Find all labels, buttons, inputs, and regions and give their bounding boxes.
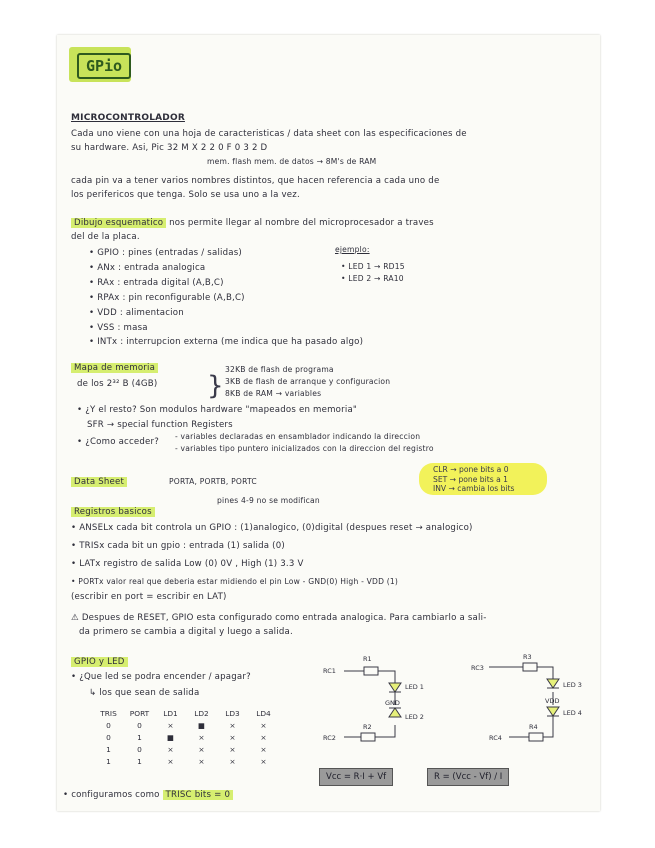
led-truth-table — [93, 707, 279, 767]
micro-line-5: los perifericos que tenga. Solo se usa uno a la vez. — [71, 190, 300, 200]
circuit-label: VDD — [545, 697, 560, 705]
esquema-item: • VDD : alimentacion — [89, 308, 184, 318]
micro-line-2: su hardware. Asi, Pic 32 M X 2 2 0 F 0 3 2 D — [71, 143, 268, 153]
circuit-label: R4 — [529, 723, 538, 731]
section-heading-registros: Registros basicos — [71, 507, 155, 517]
mapa-range: 8KB de RAM → variables — [225, 389, 322, 398]
micro-line-1: Cada uno viene con una hoja de caracteristicas / data sheet con las especificaciones de — [71, 129, 467, 139]
registro-item: • PORTx valor real que deberia estar midiendo el pin Low - GND(0) High - VDD (1) — [71, 577, 399, 586]
micro-line-3: mem. flash mem. de datos → 8M's de RAM — [207, 157, 377, 166]
table-header-row — [93, 707, 279, 719]
table-cell: × — [198, 744, 205, 754]
table-cell: 1 — [137, 756, 142, 766]
mapa-heading-row — [71, 363, 158, 373]
section-heading-esquema: Dibujo esquematico — [71, 218, 166, 228]
formula-r: R = (Vcc - Vf) / I — [427, 768, 509, 786]
registros-note-2: (escribir en port = escribir en LAT) — [71, 592, 227, 602]
esquema-item: • ANx : entrada analogica — [89, 263, 206, 273]
esquema-intro-row — [71, 218, 434, 228]
mapa-sfr: SFR → special function Registers — [87, 420, 233, 430]
circuit-label: GND — [385, 699, 400, 707]
registro-item: • LATx registro de salida Low (0) 0V , High (1) 3.3 V — [71, 559, 304, 569]
table-header: LD1 — [163, 708, 178, 718]
esquema-intro-2: del de la placa. — [71, 232, 140, 242]
table-cell: × — [167, 720, 174, 730]
table-row — [93, 719, 279, 731]
registros-note: pines 4-9 no se modifican — [217, 496, 320, 505]
inv-note: INV → cambia los bits — [433, 484, 515, 493]
table-header: LD3 — [225, 708, 240, 718]
circuit-label: LED 3 — [563, 681, 582, 689]
table-cell: ■ — [167, 732, 174, 742]
circuit-label: RC1 — [323, 667, 336, 675]
led-circuit-diagram — [319, 647, 589, 747]
table-header: LD2 — [194, 708, 209, 718]
table-cell: × — [229, 732, 236, 742]
section-heading-datasheet: Data Sheet — [71, 477, 127, 487]
brace-glyph: } — [207, 371, 224, 401]
config-row — [63, 790, 233, 800]
table-cell: × — [167, 756, 174, 766]
mapa-q2b: - variables tipo puntero inicializados con la direccion del registro — [175, 444, 434, 453]
table-header: PORT — [129, 708, 150, 718]
table-cell: × — [260, 756, 267, 766]
registro-item: • ANSELx cada bit controla un GPIO : (1)analogico, (0)digital (despues reset → analogico) — [71, 523, 473, 533]
esquema-item: • RPAx : pin reconfigurable (A,B,C) — [89, 293, 245, 303]
table-cell: × — [198, 732, 205, 742]
circuit-label: R2 — [363, 723, 372, 731]
config-highlight: TRISC bits = 0 — [163, 790, 234, 800]
mapa-range: 3KB de flash de arranque y configuracion — [225, 377, 391, 386]
set-note: SET → pone bits a 1 — [433, 474, 508, 484]
section-heading-micro: MICROCONTROLADOR — [71, 113, 185, 123]
clr-note: CLR → pone bits a 0 — [433, 465, 509, 474]
esquema-item: • GPIO : pines (entradas / salidas) — [89, 248, 242, 258]
notebook-page — [57, 35, 600, 811]
circuit-label: LED 2 — [405, 713, 424, 721]
table-cell: × — [167, 744, 174, 754]
section-heading-mapa: Mapa de memoria — [71, 363, 158, 373]
reset-warning-2: da primero se cambia a digital y luego a salida. — [79, 627, 293, 637]
circuit-label: R3 — [523, 653, 532, 661]
circuit-label: R1 — [363, 655, 372, 663]
table-cell: 1 — [106, 744, 111, 754]
table-cell: × — [229, 756, 236, 766]
mapa-q1: • ¿Y el resto? Son modulos hardware "mapeados en memoria" — [77, 405, 358, 415]
formula-vcc: Vcc = R·I + Vf — [319, 768, 393, 786]
table-cell: 0 — [106, 732, 111, 742]
mapa-q2: • ¿Como acceder? — [77, 437, 160, 447]
reset-warning: ⚠ Despues de RESET, GPIO esta configurado como entrada analogica. Para cambiarlo a sali- — [71, 613, 487, 623]
registro-item: • TRISx cada bit un gpio : entrada (1) salida (0) — [71, 541, 285, 551]
esquema-intro: nos permite llegar al nombre del microprocesador a traves — [166, 218, 434, 228]
micro-line-4: cada pin va a tener varios nombres distintos, que hacen referencia a cada uno de — [71, 176, 440, 186]
table-header: TRIS — [100, 708, 117, 718]
mapa-range: 32KB de flash de programa — [225, 365, 334, 374]
table-cell: × — [260, 744, 267, 754]
table-cell: 0 — [106, 720, 111, 730]
esquema-item: • RAx : entrada digital (A,B,C) — [89, 278, 224, 288]
table-cell: × — [229, 720, 236, 730]
gpio-led-heading-row — [71, 657, 128, 667]
circuit-label: LED 4 — [563, 709, 582, 717]
esquema-item: • INTx : interrupcion externa (me indica que ha pasado algo) — [89, 337, 364, 347]
table-cell: 0 — [137, 744, 142, 754]
table-cell: 0 — [137, 720, 142, 730]
circuit-label: RC3 — [471, 664, 484, 672]
clr-set-inv-note — [419, 463, 547, 495]
example-item: • LED 1 → RD15 — [341, 262, 405, 271]
circuit-label: LED 1 — [405, 683, 424, 691]
example-item: • LED 2 → RA10 — [341, 274, 404, 283]
table-row — [93, 731, 279, 743]
gpio-question: • ¿Que led se podra encender / apagar? — [71, 672, 251, 682]
table-cell: × — [229, 744, 236, 754]
registros-heading-row — [71, 507, 155, 517]
circuit-label: RC4 — [489, 734, 502, 742]
mapa-q2a: - variables declaradas en ensamblador indicando la direccion — [175, 432, 421, 441]
datasheet-ports: PORTA, PORTB, PORTC — [169, 477, 257, 486]
circuit-label: RC2 — [323, 734, 336, 742]
table-cell: 1 — [137, 732, 142, 742]
table-cell: × — [198, 756, 205, 766]
datasheet-heading-row — [71, 477, 127, 487]
esquema-item: • VSS : masa — [89, 323, 148, 333]
page-title: GPio — [77, 53, 131, 79]
table-cell: ■ — [198, 720, 205, 730]
table-cell: 1 — [106, 756, 111, 766]
mapa-base: de los 2³² B (4GB) — [77, 379, 158, 389]
table-row — [93, 755, 279, 767]
table-cell: × — [260, 732, 267, 742]
table-cell: × — [260, 720, 267, 730]
table-header: LD4 — [256, 708, 271, 718]
example-label: ejemplo: — [335, 245, 370, 254]
section-heading-gpio-led: GPIO y LED — [71, 657, 128, 667]
gpio-answer: ↳ los que sean de salida — [89, 688, 200, 698]
table-row — [93, 743, 279, 755]
config-label: • configuramos como — [63, 790, 160, 800]
